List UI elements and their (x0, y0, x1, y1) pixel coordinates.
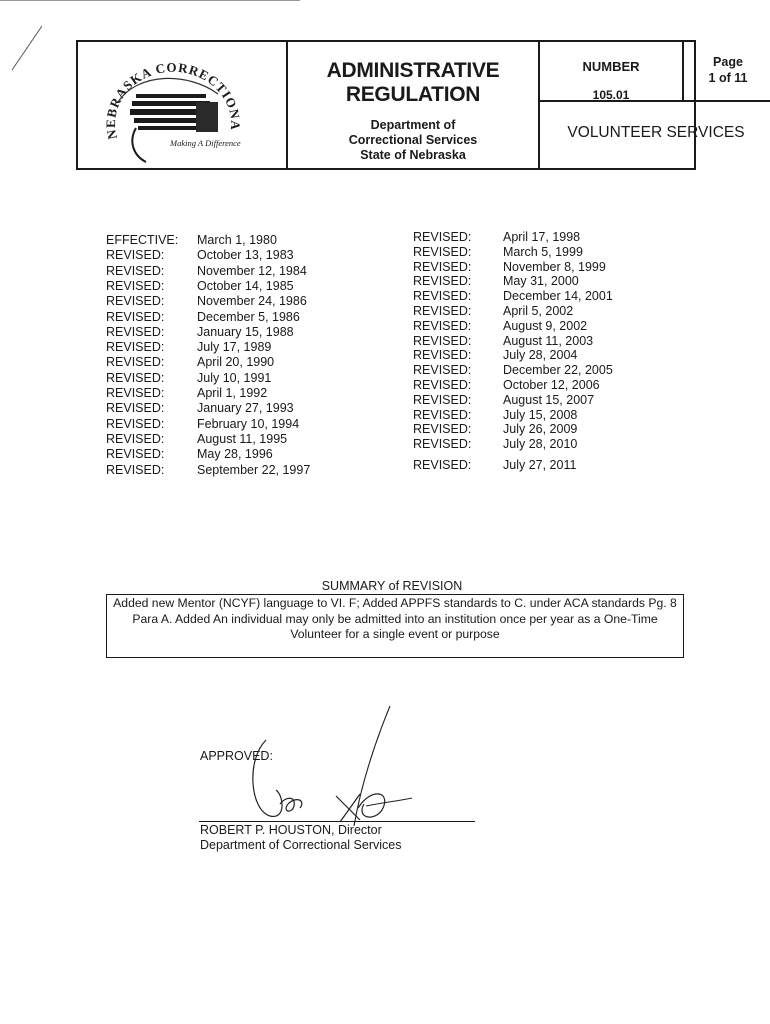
revision-label: REVISED: (106, 447, 165, 462)
revision-label: REVISED: (413, 378, 472, 392)
revision-label: REVISED: (106, 309, 165, 324)
revision-date: April 5, 2002 (503, 304, 574, 318)
revision-date: July 26, 2009 (503, 422, 578, 437)
revision-date: May 28, 1996 (197, 447, 273, 462)
revision-label: REVISED: (413, 274, 472, 289)
revision-label: REVISED: (106, 263, 165, 278)
revision-date: July 17, 1989 (197, 340, 272, 355)
svg-text:NEBRASKA CORRECTIONAL SERVICES (78, 42, 243, 141)
revision-date: January 27, 1993 (197, 401, 294, 416)
revision-label: EFFECTIVE: (106, 233, 179, 247)
title-cell (288, 42, 540, 168)
revision-label: REVISED: (413, 289, 472, 304)
signer-name: ROBERT P. HOUSTON, Director (200, 823, 382, 837)
revision-label: REVISED: (106, 462, 165, 477)
revision-label: REVISED: (413, 244, 472, 259)
revision-label: REVISED: (106, 416, 165, 431)
signature-line (199, 821, 475, 822)
revision-label: REVISED: (413, 318, 472, 333)
revision-label: REVISED: (413, 333, 472, 348)
revision-date: May 31, 2000 (503, 274, 579, 289)
revision-label: REVISED: (413, 422, 472, 437)
revision-label: REVISED: (106, 324, 165, 339)
number-label: NUMBER (582, 59, 640, 74)
pen-stroke-mark (8, 24, 48, 74)
revision-date: April 20, 1990 (197, 355, 275, 370)
revision-date: December 22, 2005 (503, 363, 613, 378)
revision-label: REVISED: (106, 340, 165, 355)
revision-date: November 12, 1984 (197, 263, 307, 278)
summary-box (106, 594, 684, 658)
revision-date: August 15, 2007 (503, 392, 595, 407)
revision-label: REVISED: (413, 259, 472, 274)
summary-text: Added new Mentor (NCYF) language to VI. F; Added APPFS standards to C. under ACA standards Pg. 8 Para A. Added An individual may only be admitted into an institution once per year as a One-Time Volunteer for a single event or purpose (113, 596, 677, 641)
revision-label: REVISED: (106, 355, 165, 370)
revision-date: October 14, 1985 (197, 278, 294, 293)
revision-label: REVISED: (413, 407, 472, 422)
page-cell (684, 42, 770, 102)
revision-date: March 5, 1999 (503, 244, 583, 259)
revision-date: April 17, 1998 (503, 230, 581, 244)
page-label (684, 54, 770, 86)
revision-date: November 24, 1986 (197, 294, 307, 309)
regulation-header (76, 40, 748, 170)
revision-date: October 12, 2006 (503, 378, 600, 392)
revision-label: REVISED: (106, 248, 165, 263)
dept-line-2: Correctional Services (348, 133, 478, 147)
number-value: 105.01 (592, 88, 630, 102)
number-subject-cell (540, 42, 770, 168)
subject-title: VOLUNTEER SERVICES (567, 124, 745, 141)
revision-date: August 11, 1995 (197, 431, 288, 446)
revision-label: REVISED: (106, 370, 165, 385)
revision-date: October 13, 1983 (197, 248, 294, 263)
title-regulation: REGULATION (345, 83, 481, 106)
revision-label: REVISED: (413, 348, 472, 363)
scan-edge-line (0, 0, 300, 1)
revision-date: July 27, 2011 (503, 458, 577, 472)
revision-date: December 5, 1986 (197, 309, 300, 324)
revision-label: REVISED: (413, 392, 472, 407)
subject-cell (540, 102, 770, 168)
revision-date: March 1, 1980 (197, 233, 277, 247)
revision-label: REVISED: (413, 230, 472, 244)
number-cell (540, 42, 684, 102)
nebraska-correctional-services-logo (78, 42, 284, 168)
revision-date: August 11, 2003 (503, 333, 594, 348)
revision-label: REVISED: (413, 363, 472, 378)
revision-date: July 28, 2004 (503, 348, 578, 363)
handwritten-signature (236, 700, 416, 830)
title-administrative: ADMINISTRATIVE (326, 59, 500, 82)
logo-tagline: Making A Difference (170, 138, 241, 148)
revision-date: August 9, 2002 (503, 318, 588, 333)
page-count: 1 of 11 (708, 71, 748, 85)
revision-date: January 15, 1988 (197, 324, 294, 339)
revision-date: November 8, 1999 (503, 259, 606, 274)
revision-label: REVISED: (413, 458, 472, 472)
summary-heading: SUMMARY of REVISION (321, 579, 463, 593)
revision-label: REVISED: (413, 437, 472, 452)
revision-label: REVISED: (106, 431, 165, 446)
revision-label: REVISED: (413, 304, 472, 318)
department-block (288, 118, 538, 163)
revision-label: REVISED: (106, 294, 165, 309)
page-label-word: Page (713, 55, 743, 69)
signer-department: Department of Correctional Services (200, 838, 402, 852)
approved-label: APPROVED: (200, 749, 273, 763)
logo-arc-text: NEBRASKA CORRECTIONA (103, 59, 244, 141)
revision-label: REVISED: (106, 386, 165, 400)
revision-label: REVISED: (106, 278, 165, 293)
logo-cell (78, 42, 288, 168)
logo-state-shape (118, 78, 218, 162)
dept-line-1: Department of (370, 118, 456, 132)
revision-date: July 10, 1991 (197, 370, 272, 385)
dept-line-3: State of Nebraska (360, 148, 466, 162)
revision-date: April 1, 1992 (197, 386, 268, 400)
revision-date: July 28, 2010 (503, 437, 578, 452)
revision-date: December 14, 2001 (503, 289, 613, 304)
revision-date: February 10, 1994 (197, 416, 300, 431)
revision-date: September 22, 1997 (197, 462, 311, 477)
revision-label: REVISED: (106, 401, 165, 416)
revision-date: July 15, 2008 (503, 407, 578, 422)
